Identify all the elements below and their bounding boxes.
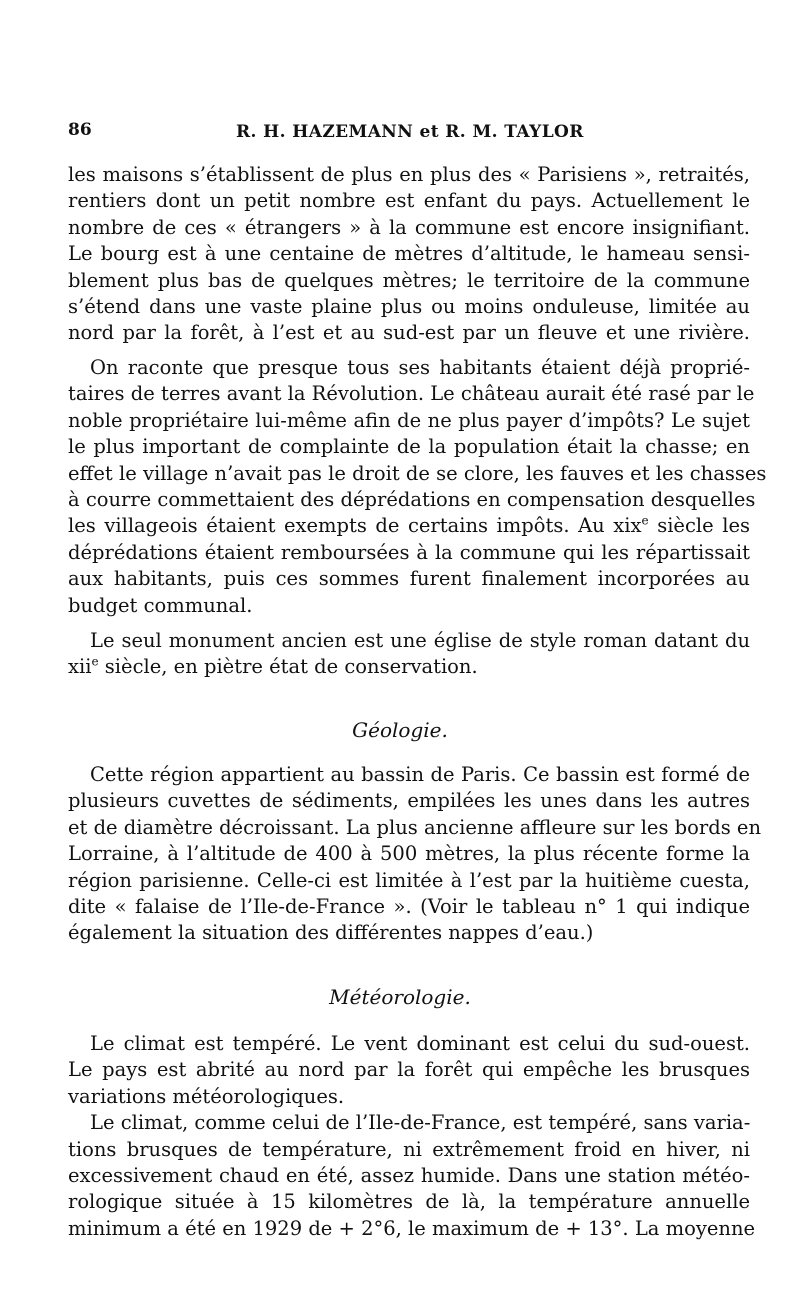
text-fragment: les villageois étaient exempts de certains impôts. Au xix: [68, 514, 642, 538]
text-line: les maisons s’établissent de plus en plus des « Parisiens », retraités,: [68, 163, 750, 186]
text-line: Le climat est tempéré. Le vent dominant est celui du sud-ouest.: [90, 1032, 750, 1055]
text-line: [68, 513, 750, 539]
text-line: excessivement chaud en été, assez humide. Dans une station météo-: [68, 1163, 750, 1187]
text-line: budget communal.: [68, 593, 253, 617]
running-head: R. H. HAZEMANN et R. M. TAYLOR: [236, 122, 584, 142]
text-line: dite « falaise de l’Ile-de-France ». (Voir le tableau n° 1 qui indique: [68, 894, 750, 918]
text-line: Le climat, comme celui de l’Ile-de-France, est tempéré, sans varia-: [90, 1111, 751, 1135]
text-line: variations météorologiques.: [68, 1084, 345, 1108]
text-line: également la situation des différentes nappes d’eau.): [68, 921, 594, 945]
paragraph-geologie: [68, 762, 762, 947]
text-fragment: siècle, en piètre état de conservation.: [98, 655, 478, 679]
text-line: Lorraine, à l’altitude de 400 à 500 mètres, la plus récente forme la: [68, 842, 750, 866]
text-line: et de diamètre décroissant. La plus ancienne affleure sur les bords en: [68, 815, 762, 839]
text-fragment: siècle les: [648, 514, 750, 538]
text-line: blement plus bas de quelques mètres; le territoire de la commune: [68, 268, 750, 292]
text-line: Le bourg est à une centaine de mètres d’altitude, le hameau sensi-: [68, 242, 750, 266]
text-line: On raconte que presque tous ses habitants étaient déjà proprié-: [90, 356, 750, 379]
text-line: le plus important de complainte de la population était la chasse; en: [68, 435, 750, 459]
text-line: déprédations étaient remboursées à la commune qui les répartissait: [68, 540, 750, 564]
page-number: 86: [68, 120, 92, 140]
text-line: région parisienne. Celle-ci est limitée à l’est par la huitième cuesta,: [68, 868, 750, 892]
text-fragment: xii: [68, 655, 92, 679]
text-line: nord par la forêt, à l’est et au sud-est par un fleuve et une rivière.: [68, 321, 750, 345]
text-line: rentiers dont un petit nombre est enfant du pays. Actuellement le: [68, 189, 750, 213]
text-line: [68, 654, 750, 680]
text-line: Le pays est abrité au nord par la forêt qui empêche les brusques: [68, 1058, 750, 1082]
superscript: e: [91, 654, 99, 669]
text-line: Le seul monument ancien est une église de style roman datant du: [90, 629, 750, 652]
text-line: s’étend dans une vaste plaine plus ou moins onduleuse, limitée au: [68, 294, 750, 318]
text-line: effet le village n’avait pas le droit de se clore, les fauves et les chasses: [68, 461, 767, 485]
text-line: tions brusques de température, ni extrêmement froid en hiver, ni: [68, 1137, 750, 1161]
text-line: plusieurs cuvettes de sédiments, empilées les unes dans les autres: [68, 789, 750, 813]
text-line: Cette région appartient au bassin de Paris. Ce bassin est formé de: [90, 763, 750, 786]
text-line: noble propriétaire lui-même afin de ne plus payer d’impôts? Le sujet: [68, 408, 750, 432]
paragraph-1: [68, 162, 750, 347]
text-line: aux habitants, puis ces sommes furent finalement incorporées au: [68, 567, 750, 591]
superscript: e: [641, 513, 649, 528]
text-line: à courre commettaient des déprédations en compensation desquelles: [68, 487, 756, 511]
page-header: [68, 120, 758, 146]
text-line: nombre de ces « étrangers » à la commune est encore insignifiant.: [68, 215, 750, 239]
section-title-geologie: Géologie.: [352, 718, 448, 742]
paragraph-2: [68, 355, 767, 619]
text-line: minimum a été en 1929 de + 2°6, le maximum de + 13°. La moyenne: [68, 1216, 756, 1240]
paragraph-3: [68, 628, 750, 681]
text-line: taires de terres avant la Révolution. Le château aurait été rasé par le: [68, 382, 755, 406]
text-line: rologique située à 15 kilomètres de là, la température annuelle: [68, 1190, 750, 1214]
paragraph-meteorologie: [68, 1031, 756, 1242]
section-title-meteorologie: Météorologie.: [329, 985, 471, 1009]
